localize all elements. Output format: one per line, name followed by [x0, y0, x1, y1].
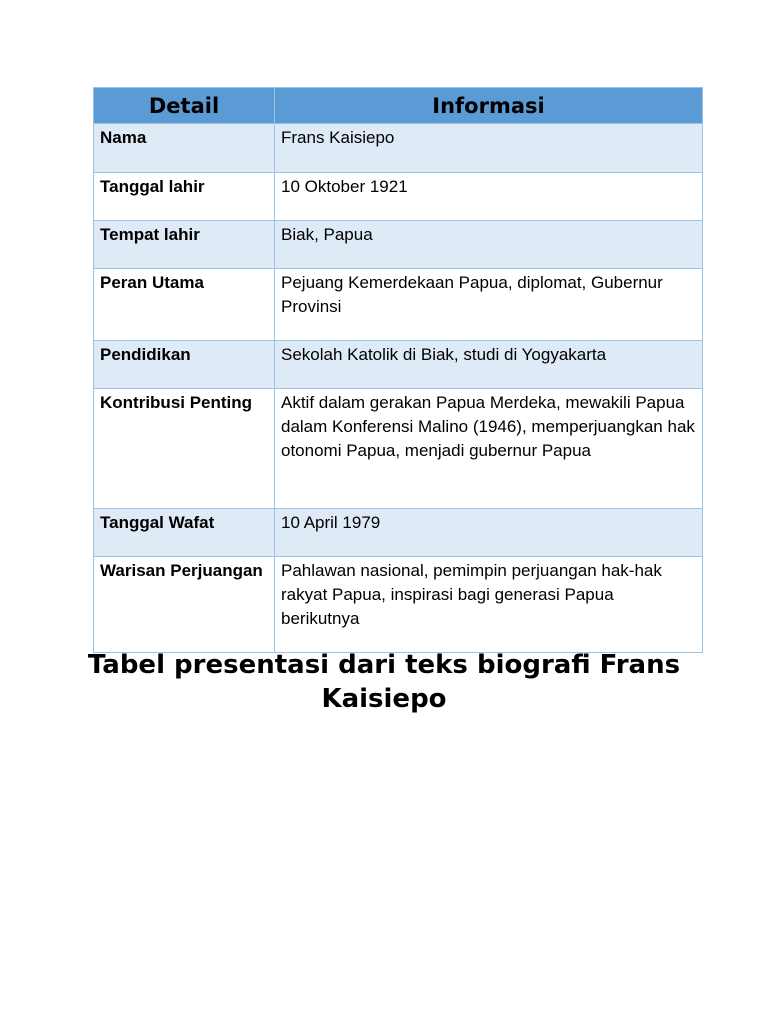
row-value: Biak, Papua [275, 221, 703, 269]
biography-table [93, 87, 703, 653]
row-label: Peran Utama [94, 269, 275, 341]
row-label: Warisan Perjuangan [94, 557, 275, 653]
row-label: Pendidikan [94, 341, 275, 389]
header-informasi: Informasi [275, 88, 703, 124]
table-row [94, 221, 703, 269]
row-label: Tempat lahir [94, 221, 275, 269]
table-row [94, 509, 703, 557]
table-row [94, 124, 703, 173]
row-value: Sekolah Katolik di Biak, studi di Yogyakarta [275, 341, 703, 389]
header-detail: Detail [94, 88, 275, 124]
table-row [94, 557, 703, 653]
table-row [94, 173, 703, 221]
row-value: 10 April 1979 [275, 509, 703, 557]
row-label: Kontribusi Penting [94, 389, 275, 509]
row-label: Tanggal Wafat [94, 509, 275, 557]
row-value: Frans Kaisiepo [275, 124, 703, 173]
table-row [94, 341, 703, 389]
row-value: 10 Oktober 1921 [275, 173, 703, 221]
table-row [94, 269, 703, 341]
table-row [94, 389, 703, 509]
row-value: Aktif dalam gerakan Papua Merdeka, mewakili Papua dalam Konferensi Malino (1946), memperjuangkan hak otonomi Papua, menjadi gubernur Papua [275, 389, 703, 509]
row-label: Nama [94, 124, 275, 173]
row-label: Tanggal lahir [94, 173, 275, 221]
table-caption: Tabel presentasi dari teks biografi Frans Kaisiepo [87, 650, 681, 714]
row-value: Pejuang Kemerdekaan Papua, diplomat, Gubernur Provinsi [275, 269, 703, 341]
table-header-row [94, 88, 703, 124]
row-value: Pahlawan nasional, pemimpin perjuangan hak-hak rakyat Papua, inspirasi bagi generasi Papua berikutnya [275, 557, 703, 653]
